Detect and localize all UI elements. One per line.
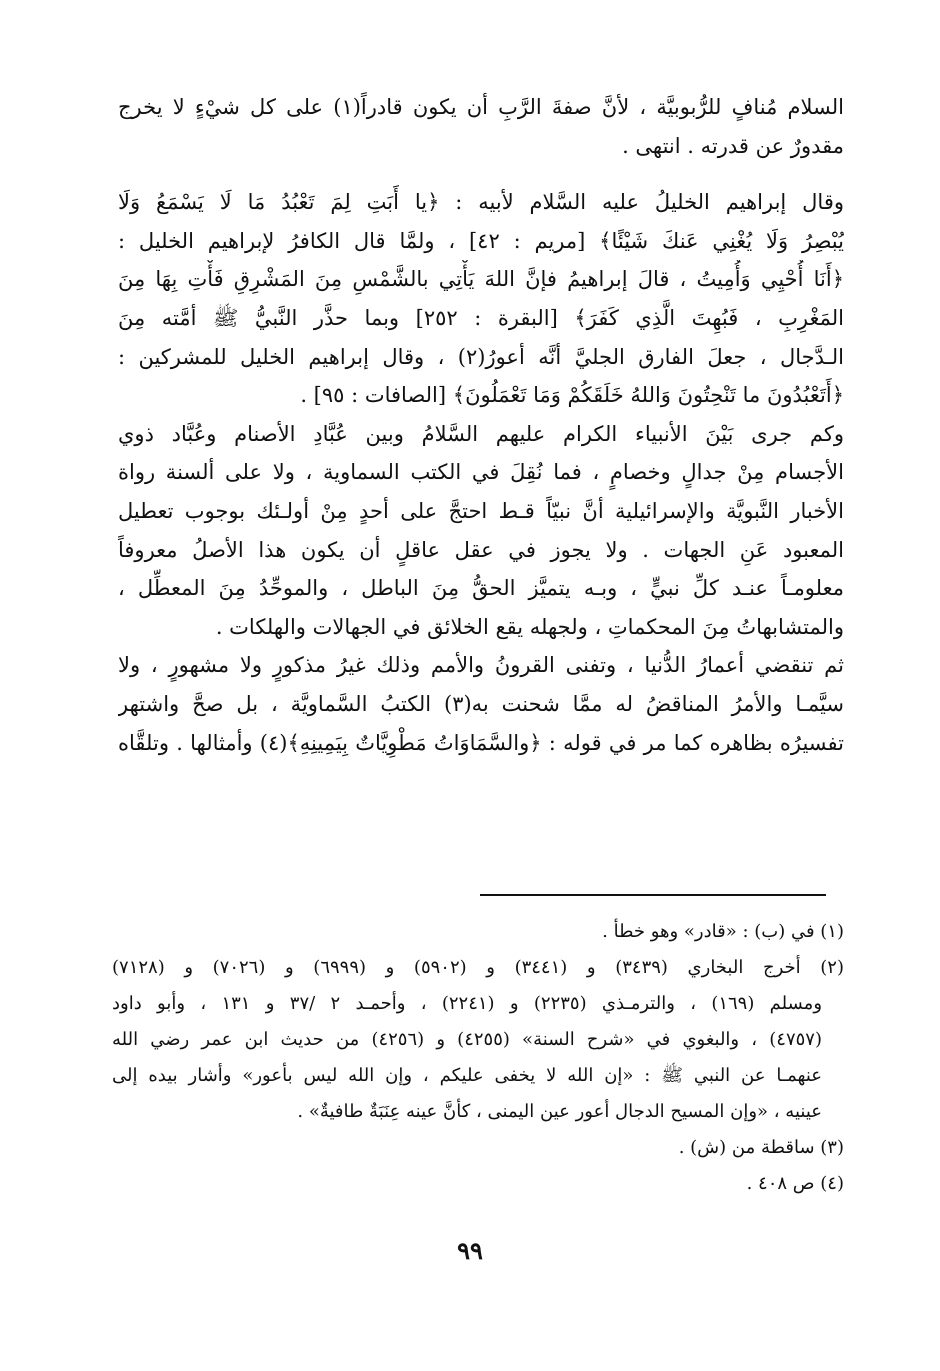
text-line: ﴿أَتَعْبُدُونَ ما تَنْحِتُونَ وَاللهُ خَلَقَكُمْ وَمَا تَعْمَلُونَ﴾ [الصافات : ٩٥] . — [300, 383, 844, 408]
footnote-2: (٢) أخرج البخاري (٣٤٣٩) و (٣٤٤١) و (٥٩٠٢) و (٦٩٩٩) و (٧٠٢٦) و (٧١٢٨) — [112, 957, 844, 978]
text-line: تفسيرُه بظاهره كما مر في قوله : ﴿والسَّمَاوَاتُ مَطْوِيَّاتٌ بِيَمِينِهِ﴾(٤) وأمثالها . وتلقَّاه — [118, 730, 844, 755]
footnote-1: (١) في (ب) : «قادر» وهو خطأ . — [602, 921, 844, 942]
text-line: المَغْرِبِ ، فَبُهِتَ الَّذِي كَفَرَ﴾ [البقرة : ٢٥٢] وبما حذَّر النَّبيُّ ﷺ أمَّته مِنَ — [118, 305, 844, 330]
text-line: السلام مُنافٍ للرُّبوبيَّة ، لأنَّ صفةَ الرَّبِ أن يكون قادراً(١) على كل شيْءٍ لا يخرج — [118, 95, 844, 119]
footnote-2-continuation: عنهمـا عن النبي ﷺ : «إن الله لا يخفى عليكم ، وإن الله ليس بأعور» وأشار بيده إلى — [112, 1065, 822, 1086]
footnote-2-continuation: (٤٧٥٧) ، والبغوي في «شرح السنة» (٤٢٥٥) و (٤٢٥٦) من حديث ابن عمر رضي الله — [112, 1029, 822, 1050]
text-line: ﴿أَنَا أُحْيِي وَأُمِيتُ ، قالَ إبراهيمُ فإنَّ اللهَ يَأْتِي بالشَّمْسِ مِنَ المَشْرِقِ فَأْتِ بِهَا مِنَ — [118, 267, 844, 292]
text-line: وقال إبراهيم الخليلُ عليه السَّلام لأبيه : ﴿يا أَبَتِ لِمَ تَعْبُدُ مَا لَا يَسْمَعُ وَلَا — [118, 190, 844, 215]
footnote-3: (٣) ساقطة من (ش) . — [678, 1137, 844, 1158]
main-text — [118, 88, 844, 762]
page-number: ٩٩ — [457, 1236, 483, 1265]
text-line: سيَّمـا والأمرُ المناقضُ له ممَّا شحنت به(٣) الكتبُ السَّماويَّة ، بل صحَّ واشتهر — [118, 691, 844, 716]
text-line: الـدَّجال ، جعلَ الفارق الجليَّ أنَّه أعورُ(٢) ، وقال إبراهيم الخليل للمشركين : — [118, 344, 844, 369]
text-line: الأجسام مِنْ جدالٍ وخصامٍ ، فما نُقِلَ في الكتب السماوية ، ولا على ألسنة رواة — [118, 460, 844, 485]
text-line: المعبود عَنِ الجهات . ولا يجوز في عقل عاقلٍ أن يكون هذا الأصلُ معروفاً — [118, 537, 844, 562]
text-line: معلومـاً عنـد كلِّ نبيٍّ ، وبـه يتميَّز الحقُّ مِنَ الباطل ، والموحِّدُ مِنَ المعطِّل ، — [118, 576, 844, 601]
footnote-2-continuation: ومسلم (١٦٩) ، والترمـذي (٢٢٣٥) و (٢٢٤١) ، وأحمـد ٢ /٣٧ و ١٣١ ، وأبو داود — [112, 993, 823, 1014]
text-line: يُبْصِرُ وَلَا يُغْنِي عَنكَ شَيْئًا﴾ [مريم : ٤٢] ، ولمَّا قال الكافرُ لإبراهيم الخليل : — [118, 228, 844, 253]
paragraph-gap — [118, 165, 844, 183]
footnote-2-continuation: عينيه ، «وإن المسيح الدجال أعور عين اليمنى ، كأنَّ عينه عِنَبَةٌ طافيةٌ» . — [297, 1101, 822, 1122]
footnote-separator — [480, 894, 826, 896]
text-line: والمتشابهاتُ مِنَ المحكماتِ ، ولجهله يقع الخلائق في الجهالات والهلكات . — [215, 614, 844, 639]
footnote-4: (٤) ص ٤٠٨ . — [746, 1173, 844, 1194]
text-line: مقدورٌ عن قدرته . انتهى . — [622, 133, 844, 158]
text-line: الأخبار النَّبويَّة والإسرائيلية أنَّ نبيّاً قـط احتجَّ على أحدٍ مِنْ أولـئك بوجوب تعطيل — [118, 498, 844, 523]
text-line: وكم جرى بَيْنَ الأنبياء الكرام عليهم السَّلامُ وبين عُبَّادِ الأصنام وعُبَّاد ذوي — [118, 421, 844, 446]
text-line: ثم تنقضي أعمارُ الدُّنيا ، وتفنى القرونُ والأمم وذلك غيرُ مذكورٍ ولا مشهورٍ ، ولا — [118, 653, 844, 678]
footnotes — [112, 914, 844, 1202]
